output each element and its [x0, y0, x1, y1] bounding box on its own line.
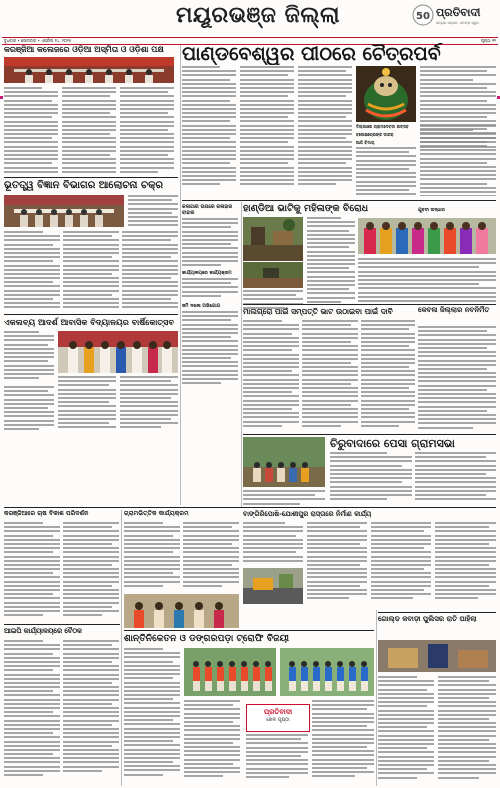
- headline-kebala: କେବଳା ଜିଲ୍ଲାର ନବନିର୍ମିତ: [418, 306, 490, 314]
- print-mark-left: [0, 96, 3, 99]
- article-geology-text-c: [122, 231, 178, 311]
- headline-gram-program: ଗ୍ରାମଭିତ୍ତିକ କାର୍ଯ୍ୟକ୍ରମ: [124, 510, 189, 517]
- photo-geology-seminar: [4, 195, 124, 227]
- col-sep-2: [241, 202, 242, 507]
- article-sports-text-c: [246, 734, 308, 786]
- photo-karanjia-college: [4, 57, 174, 83]
- headline-small-1: କଳାଗାର ଉପରେ କଳାହାର ବାହାର: [182, 204, 233, 216]
- article-kebala-text: [418, 326, 496, 432]
- article-bangiriposi-text-b: [307, 522, 367, 606]
- article-karanjia-college-text-c: [120, 87, 174, 175]
- article-ekalavya-text-c: [120, 376, 178, 434]
- headline-sports: ଶାନ୍ତିନିକେତନ ଓ ଡଙ୍ଗରପଡ଼ା ଟ୍ରୋଫି ବିଜୟୀ: [124, 633, 290, 644]
- photo-sports-team-2: [280, 648, 374, 696]
- masthead: [0, 0, 500, 34]
- col-sep-3: [121, 510, 122, 786]
- photo-police-seizure: [378, 640, 496, 672]
- article-lead-text-b: [240, 66, 294, 196]
- rule-2: [243, 304, 496, 305]
- headline-geology-seminar: ଭୂତତ୍ତ୍ୱ ବିଜ୍ଞାନ ବିଭାଗର ଆଲୋଚନା ଚକ୍ର: [4, 180, 164, 191]
- article-ip-office-text-b: [63, 640, 119, 786]
- rule-1: [4, 177, 178, 178]
- headline-bangiriposi: ବାଙ୍ଗିରିପୋଷି-ଯୋଶୀପୁର ରାସ୍ତାରେ ନିର୍ମାଣ କାର୍ଯ୍ୟ: [243, 510, 372, 518]
- sponsor-sub: ଖେଳ ପୃଷ୍ଠା: [266, 717, 290, 723]
- rule-5: [4, 507, 496, 508]
- article-sports-text-a: [124, 648, 180, 786]
- headline-lead-side-1: ଦିଲ୍ଲୀରେ ଗ୍ରାମଦେବତୀ ଉତ୍ସବ: [356, 124, 409, 129]
- photo-pandabeswar-deity: [356, 66, 416, 122]
- headline-lead-side-3: ଆଜି ବିଦାୟ: [356, 140, 375, 145]
- article-ekalavya-text-b: [58, 376, 116, 434]
- article-lead-text-c: [298, 66, 352, 196]
- brand-name: ପ୍ରତିବାଦୀ: [436, 6, 481, 19]
- headline-handia: ହାଣ୍ଡିଆ ଭାଟିକୁ ମହିଳାଙ୍କ ବିରୋଧ: [243, 203, 369, 214]
- article-lead-text-a: [182, 66, 236, 196]
- article-karanjia-farm-text-b: [63, 522, 119, 622]
- article-lead-side-text: [356, 147, 416, 197]
- headline-lead-side-2: ବଲେଇଚୋରଙ୍କ ଡାକରା: [356, 132, 394, 137]
- rule-3: [4, 314, 178, 315]
- article-ekalavya-text-d: [4, 386, 54, 434]
- page-number: ପୃଷ୍ଠା ୧୧: [481, 38, 496, 43]
- photo-gram-program: [124, 594, 239, 628]
- photo-bangiriposi-road: [243, 568, 303, 604]
- article-lead-right-text: [420, 124, 496, 196]
- rule-4: [243, 434, 496, 435]
- anniversary-number: 50: [416, 11, 430, 22]
- article-ip-office-text-a: [4, 640, 60, 786]
- headline-karanjia-farm: କରଞ୍ଜିଆରେ ଚାଷ ବିକାଶ ପରିଦର୍ଶନ: [4, 510, 89, 517]
- article-malgro-text-a: [243, 320, 299, 432]
- article-malgro-text-c: [361, 320, 415, 432]
- sponsor-badge: [246, 704, 310, 732]
- article-sports-text-d: [312, 700, 374, 786]
- headline-small-3: ଜମି ଦଖଲ ଅଭିଯୋଗ: [182, 304, 221, 309]
- brand-tagline: ସତ୍ୟର ସନ୍ଧାନ, ଜନଙ୍କ ସ୍ୱର: [436, 21, 479, 25]
- article-bangiriposi-text-a: [243, 522, 303, 566]
- article-gram-program-text-b: [183, 522, 239, 592]
- article-sports-text-b: [184, 700, 240, 786]
- dateline: ବୁଧବାର • ସୋମବାର • ଏପ୍ରିଲ ୧୪, ୨୦୨୫: [4, 38, 72, 43]
- photo-sports-team-1: [184, 648, 276, 696]
- photo-women-group: [358, 218, 496, 254]
- photo-handia-site: [243, 262, 303, 288]
- article-chirubada-text-b: [415, 452, 496, 504]
- headline-malgro: ମାଲଗ୍ରୋ ପାଇଁ ସମ୍ପତ୍ତି ଭାଟ ଉଠାଇବା ପାଇଁ ଦାବି: [243, 307, 393, 316]
- article-handia-text-a: [307, 217, 355, 303]
- sponsor-text: ପ୍ରତିବାଦୀ: [263, 708, 293, 716]
- headline-karanjia-college: କରଞ୍ଜିଆ କଲେଜରେ ଓଡ଼ିଆ ଅସ୍ମିତା ଓ ଓଡ଼ିଶା ପକ୍ଷ: [4, 45, 164, 54]
- headline-rescue: ଯୁବତୀ ଉଦ୍ଧାର: [418, 208, 445, 213]
- article-police-text-b: [438, 676, 496, 786]
- photo-chirubada: [243, 437, 325, 487]
- anniversary-logo: [412, 4, 434, 26]
- headline-ip-office: ଆଇପି କାର୍ଯ୍ୟାଳୟରେ ବୈଠକ: [4, 627, 82, 635]
- rule-6: [4, 624, 120, 625]
- article-karanjia-farm-text-a: [4, 522, 60, 622]
- rule-8: [378, 612, 496, 613]
- article-malgro-text-b: [302, 320, 358, 432]
- article-geology-text-a: [4, 231, 60, 311]
- article-small-1-text: [182, 218, 238, 266]
- col-sep-4: [376, 610, 377, 786]
- article-karanjia-college-text-a: [4, 87, 58, 175]
- headline-chirubada: ଚିରୁବାଦାରେ ପେସା ଗ୍ରାମସଭା: [330, 437, 455, 450]
- photo-handia-protest: [243, 217, 303, 261]
- article-handia-text-c: [358, 258, 496, 304]
- article-bangiriposi-text-c: [371, 522, 431, 606]
- headline-police: ଗୋଲ୍ଡ କବାଡ଼ୀ ପୁଲିସର ରାତି ପାହିଲା: [378, 615, 477, 623]
- col-sep-1: [180, 45, 181, 505]
- article-police-text-a: [378, 676, 434, 786]
- article-chirubada-text-c: [243, 490, 325, 506]
- article-bangiriposi-text-d: [435, 522, 496, 606]
- rule-7: [124, 630, 374, 631]
- photo-ekalavya-school: [58, 331, 178, 373]
- headline-lead-pandabeswar: ପାଣ୍ଡବେଶ୍ୱର ପୀଠରେ ଚୈତ୍ରପର୍ବ: [182, 43, 441, 65]
- article-geology-text-b: [63, 231, 119, 311]
- article-small-2-text: [182, 278, 238, 302]
- rule-lead: [182, 200, 496, 201]
- article-chirubada-text-a: [330, 452, 412, 504]
- article-gram-program-text-a: [124, 522, 180, 592]
- article-karanjia-college-text-b: [62, 87, 116, 175]
- article-geology-side: [128, 195, 178, 227]
- print-registration-marks: [0, 780, 500, 788]
- lead-side-box: [420, 66, 496, 122]
- headline-ekalavya: ଏକଲବ୍ୟ ଆଦର୍ଶ ଆବାସିକ ବିଦ୍ୟାଳୟର ବାର୍ଷିକୋତ୍ସବ: [4, 317, 175, 327]
- article-ekalavya-text-a: [4, 331, 54, 383]
- masthead-title: ମୟୂରଭଞ୍ଜ ଜିଲ୍ଲା: [175, 3, 341, 28]
- headline-small-2: କାର୍ଯ୍ୟାଳୟରେ କାର୍ଯ୍ୟକ୍ରମ: [182, 271, 232, 276]
